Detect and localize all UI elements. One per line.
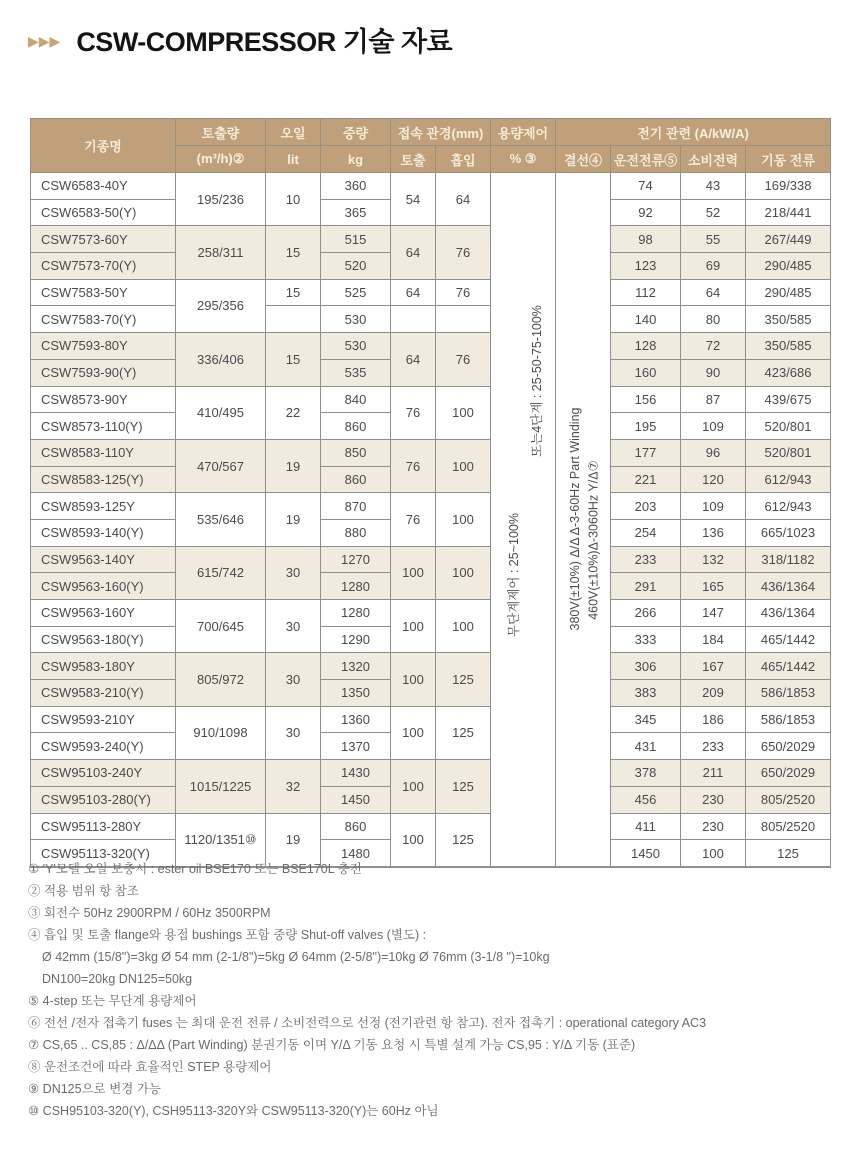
footnote-line: ④ 흡입 및 토출 flange와 용접 bushings 포함 중량 Shut-off valves (별도) : (28, 928, 427, 942)
power-cell: 87 (681, 386, 746, 413)
model-cell: CSW6583-40Y (31, 173, 176, 200)
oil-cell: 19 (266, 439, 321, 492)
oil-cell: 19 (266, 813, 321, 867)
start-current-cell: 805/2520 (746, 813, 831, 840)
discharge-cell: 100 (391, 653, 436, 706)
model-cell: CSW8573-110(Y) (31, 413, 176, 440)
start-current-cell: 218/441 (746, 199, 831, 226)
table-row (31, 173, 831, 200)
power-cell: 80 (681, 306, 746, 333)
suction-cell: 100 (436, 600, 491, 653)
suction-cell: 125 (436, 653, 491, 706)
model-cell: CSW8583-110Y (31, 439, 176, 466)
oil-cell: 15 (266, 226, 321, 279)
oil-cell: 10 (266, 173, 321, 226)
footnote-line: ⑩ CSH95103-320(Y), CSH95113-320Y와 CSW95113-320(Y)는 60Hz 아님 (28, 1104, 439, 1118)
spec-table (30, 118, 831, 868)
weight-cell: 1320 (321, 653, 391, 680)
start-current-cell: 665/1023 (746, 519, 831, 546)
table-row (31, 279, 831, 306)
capacity-note-line2: 또는4단계 : 25-50-75-100% (529, 304, 544, 457)
discharge-cell: 100 (391, 546, 436, 599)
table-row (31, 226, 831, 253)
table-row (31, 493, 831, 520)
run-current-cell: 112 (611, 279, 681, 306)
model-cell: CSW7593-80Y (31, 333, 176, 360)
power-cell: 233 (681, 733, 746, 760)
col-subheader-weight-unit: kg (321, 146, 391, 173)
table-row (31, 706, 831, 733)
start-current-cell: 805/2520 (746, 786, 831, 813)
start-current-cell: 290/485 (746, 253, 831, 280)
run-current-cell: 411 (611, 813, 681, 840)
start-current-cell: 612/943 (746, 466, 831, 493)
run-current-cell: 1450 (611, 840, 681, 867)
model-cell: CSW7593-90(Y) (31, 359, 176, 386)
start-current-cell: 267/449 (746, 226, 831, 253)
model-cell: CSW95113-320(Y) (31, 840, 176, 867)
weight-cell: 360 (321, 173, 391, 200)
col-subheader-oil-unit: lit (266, 146, 321, 173)
start-current-cell: 650/2029 (746, 760, 831, 787)
page-title: CSW-COMPRESSOR 기술 자료 (76, 27, 453, 57)
table-body (31, 173, 831, 867)
weight-cell: 520 (321, 253, 391, 280)
weight-cell: 870 (321, 493, 391, 520)
start-current-cell: 520/801 (746, 439, 831, 466)
start-current-cell: 520/801 (746, 413, 831, 440)
start-current-cell: 650/2029 (746, 733, 831, 760)
displacement-cell: 295/356 (176, 279, 266, 332)
discharge-cell: 64 (391, 279, 436, 306)
run-current-cell: 140 (611, 306, 681, 333)
suction-cell: 64 (436, 173, 491, 226)
power-cell: 100 (681, 840, 746, 867)
model-cell: CSW9563-160(Y) (31, 573, 176, 600)
displacement-cell: 1015/1225 (176, 760, 266, 813)
table-row (31, 333, 831, 360)
col-header-electric: 전기 관련 (A/kW/A) (556, 119, 831, 146)
footnote-line: DN100=20kg DN125=50kg (42, 972, 193, 986)
model-cell: CSW9583-210(Y) (31, 680, 176, 707)
weight-cell: 530 (321, 333, 391, 360)
displacement-cell: 336/406 (176, 333, 266, 386)
weight-cell: 1360 (321, 706, 391, 733)
model-cell: CSW95103-280(Y) (31, 786, 176, 813)
weight-cell: 1280 (321, 573, 391, 600)
run-current-cell: 378 (611, 760, 681, 787)
start-current-cell: 125 (746, 840, 831, 867)
discharge-cell: 76 (391, 493, 436, 546)
oil-cell: 30 (266, 706, 321, 759)
table-row (31, 306, 831, 333)
wiring-note-line1: 380V(±10%) Δ/Δ Δ-3-60Hz Part Winding (567, 407, 582, 631)
run-current-cell: 266 (611, 600, 681, 627)
displacement-cell: 535/646 (176, 493, 266, 546)
table-row (31, 653, 831, 680)
start-current-cell: 465/1442 (746, 653, 831, 680)
run-current-cell: 177 (611, 439, 681, 466)
footnote-line: ⑥ 전선 /전자 접촉기 fuses 는 최대 운전 전류 / 소비전력으로 선정 (전기관련 항 참고). 전자 접촉기 : operational category AC3 (28, 1016, 707, 1030)
suction-cell: 125 (436, 813, 491, 867)
model-cell: CSW9593-210Y (31, 706, 176, 733)
oil-cell: 32 (266, 760, 321, 813)
power-cell: 55 (681, 226, 746, 253)
weight-cell: 860 (321, 413, 391, 440)
displacement-cell: 410/495 (176, 386, 266, 439)
col-subheader-power: 소비전력 (681, 146, 746, 173)
power-cell: 167 (681, 653, 746, 680)
displacement-cell: 615/742 (176, 546, 266, 599)
weight-cell: 1350 (321, 680, 391, 707)
power-cell: 136 (681, 519, 746, 546)
footnote-line: ⑤ 4-step 또는 무단계 용량제어 (28, 994, 197, 1008)
displacement-cell: 700/645 (176, 600, 266, 653)
weight-cell: 535 (321, 359, 391, 386)
run-current-cell: 345 (611, 706, 681, 733)
col-subheader-displacement-unit: (m³/h)② (176, 146, 266, 173)
power-cell: 147 (681, 600, 746, 627)
model-cell: CSW7573-60Y (31, 226, 176, 253)
model-cell: CSW8593-125Y (31, 493, 176, 520)
model-cell: CSW9563-140Y (31, 546, 176, 573)
discharge-cell: 64 (391, 333, 436, 386)
discharge-cell: 76 (391, 439, 436, 492)
discharge-cell: 64 (391, 226, 436, 279)
capacity-note-line1: 무단계제어 : 25~100% (507, 512, 522, 637)
oil-cell (266, 306, 321, 333)
discharge-cell: 100 (391, 813, 436, 867)
run-current-cell: 195 (611, 413, 681, 440)
run-current-cell: 123 (611, 253, 681, 280)
run-current-cell: 431 (611, 733, 681, 760)
weight-cell: 525 (321, 279, 391, 306)
discharge-cell: 100 (391, 600, 436, 653)
discharge-cell: 100 (391, 706, 436, 759)
weight-cell: 840 (321, 386, 391, 413)
model-cell: CSW95113-280Y (31, 813, 176, 840)
run-current-cell: 456 (611, 786, 681, 813)
displacement-cell: 195/236 (176, 173, 266, 226)
oil-cell: 15 (266, 333, 321, 386)
start-current-cell: 439/675 (746, 386, 831, 413)
start-current-cell: 465/1442 (746, 626, 831, 653)
page-header (28, 20, 452, 59)
start-current-cell: 586/1853 (746, 680, 831, 707)
wiring-note-line2: 460V(±10%)Δ-3060Hz Y/Δ⑦ (586, 460, 601, 621)
power-cell: 211 (681, 760, 746, 787)
wiring-note-cell (556, 173, 611, 867)
start-current-cell: 290/485 (746, 279, 831, 306)
run-current-cell: 291 (611, 573, 681, 600)
weight-cell: 1270 (321, 546, 391, 573)
run-current-cell: 203 (611, 493, 681, 520)
suction-cell: 100 (436, 386, 491, 439)
suction-cell: 125 (436, 706, 491, 759)
table-row (31, 546, 831, 573)
run-current-cell: 254 (611, 519, 681, 546)
power-cell: 72 (681, 333, 746, 360)
oil-cell: 30 (266, 653, 321, 706)
table-row (31, 439, 831, 466)
power-cell: 52 (681, 199, 746, 226)
run-current-cell: 306 (611, 653, 681, 680)
capacity-control-note-cell (491, 173, 556, 867)
footnote-line: ⑨ DN125으로 변경 가능 (28, 1082, 161, 1096)
col-subheader-wiring: 결선④ (556, 146, 611, 173)
power-cell: 109 (681, 493, 746, 520)
oil-cell: 19 (266, 493, 321, 546)
model-cell: CSW9563-160Y (31, 600, 176, 627)
discharge-cell: 100 (391, 760, 436, 813)
footnote-line: ⑦ CS,65 .. CS,85 : Δ/ΔΔ (Part Winding) 분권기동 이며 Y/Δ 기동 요청 시 특별 설계 가능 CS,95 : Y/Δ 기동 (표준) (28, 1038, 636, 1052)
footnote-line: ③ 회전수 50Hz 2900RPM / 60Hz 3500RPM (28, 906, 271, 920)
power-cell: 184 (681, 626, 746, 653)
model-cell: CSW9593-240(Y) (31, 733, 176, 760)
weight-cell: 850 (321, 439, 391, 466)
discharge-cell: 76 (391, 386, 436, 439)
table-header (31, 119, 831, 173)
model-cell: CSW9563-180(Y) (31, 626, 176, 653)
run-current-cell: 333 (611, 626, 681, 653)
weight-cell: 860 (321, 813, 391, 840)
weight-cell: 1370 (321, 733, 391, 760)
oil-cell: 22 (266, 386, 321, 439)
power-cell: 90 (681, 359, 746, 386)
run-current-cell: 74 (611, 173, 681, 200)
power-cell: 230 (681, 786, 746, 813)
model-cell: CSW8573-90Y (31, 386, 176, 413)
model-cell: CSW95103-240Y (31, 760, 176, 787)
col-header-capacity: 용량제어 (491, 119, 556, 146)
oil-cell: 30 (266, 546, 321, 599)
power-cell: 69 (681, 253, 746, 280)
run-current-cell: 98 (611, 226, 681, 253)
footnote-line: ⑧ 운전조건에 따라 효율적인 STEP 용량제어 (28, 1060, 272, 1074)
model-cell: CSW7583-50Y (31, 279, 176, 306)
run-current-cell: 221 (611, 466, 681, 493)
model-cell: CSW7573-70(Y) (31, 253, 176, 280)
weight-cell: 1280 (321, 600, 391, 627)
discharge-cell: 54 (391, 173, 436, 226)
suction-cell: 125 (436, 760, 491, 813)
col-header-connection: 접속 관경(mm) (391, 119, 491, 146)
power-cell: 186 (681, 706, 746, 733)
power-cell: 230 (681, 813, 746, 840)
oil-cell: 30 (266, 600, 321, 653)
start-current-cell: 169/338 (746, 173, 831, 200)
table-row (31, 600, 831, 627)
displacement-cell: 910/1098 (176, 706, 266, 759)
power-cell: 64 (681, 279, 746, 306)
footnotes (28, 862, 838, 1126)
start-current-cell: 423/686 (746, 359, 831, 386)
displacement-cell: 258/311 (176, 226, 266, 279)
power-cell: 165 (681, 573, 746, 600)
weight-cell: 515 (321, 226, 391, 253)
displacement-cell: 470/567 (176, 439, 266, 492)
col-subheader-suction: 흡입 (436, 146, 491, 173)
suction-cell: 76 (436, 333, 491, 386)
weight-cell: 1430 (321, 760, 391, 787)
col-header-oil: 오일 (266, 119, 321, 146)
power-cell: 109 (681, 413, 746, 440)
run-current-cell: 383 (611, 680, 681, 707)
power-cell: 43 (681, 173, 746, 200)
weight-cell: 530 (321, 306, 391, 333)
weight-cell: 880 (321, 519, 391, 546)
start-current-cell: 350/585 (746, 333, 831, 360)
run-current-cell: 160 (611, 359, 681, 386)
col-subheader-discharge: 토출 (391, 146, 436, 173)
suction-cell: 76 (436, 226, 491, 279)
col-subheader-start-current: 기동 전류 (746, 146, 831, 173)
col-header-displacement: 토출량 (176, 119, 266, 146)
footnote-line: Ø 42mm (15/8")=3kg Ø 54 mm (2-1/8")=5kg Ø 64mm (2-5/8")=10kg Ø 76mm (3-1/8 ")=10kg (42, 950, 550, 964)
power-cell: 120 (681, 466, 746, 493)
start-current-cell: 436/1364 (746, 600, 831, 627)
discharge-cell (391, 306, 436, 333)
suction-cell: 76 (436, 279, 491, 306)
table-row (31, 760, 831, 787)
model-cell: CSW9583-180Y (31, 653, 176, 680)
table-row (31, 813, 831, 840)
run-current-cell: 92 (611, 199, 681, 226)
triple-arrow-icon: ▶▶▶ (28, 33, 61, 49)
power-cell: 209 (681, 680, 746, 707)
weight-cell: 1480 (321, 840, 391, 867)
model-cell: CSW8583-125(Y) (31, 466, 176, 493)
start-current-cell: 436/1364 (746, 573, 831, 600)
start-current-cell: 586/1853 (746, 706, 831, 733)
footnote-line: ① 'Y'모델 오일 보충시 : ester oil BSE170 또는 BSE170L 충전 (28, 862, 362, 876)
oil-cell: 15 (266, 279, 321, 306)
suction-cell (436, 306, 491, 333)
suction-cell: 100 (436, 439, 491, 492)
weight-cell: 1450 (321, 786, 391, 813)
suction-cell: 100 (436, 493, 491, 546)
model-cell: CSW6583-50(Y) (31, 199, 176, 226)
weight-cell: 1290 (321, 626, 391, 653)
model-cell: CSW8593-140(Y) (31, 519, 176, 546)
weight-cell: 365 (321, 199, 391, 226)
col-subheader-capacity-unit: % ③ (491, 146, 556, 173)
weight-cell: 860 (321, 466, 391, 493)
start-current-cell: 318/1182 (746, 546, 831, 573)
run-current-cell: 156 (611, 386, 681, 413)
run-current-cell: 128 (611, 333, 681, 360)
col-header-model: 기종명 (31, 119, 176, 173)
start-current-cell: 612/943 (746, 493, 831, 520)
power-cell: 132 (681, 546, 746, 573)
displacement-cell: 805/972 (176, 653, 266, 706)
suction-cell: 100 (436, 546, 491, 599)
start-current-cell: 350/585 (746, 306, 831, 333)
power-cell: 96 (681, 439, 746, 466)
model-cell: CSW7583-70(Y) (31, 306, 176, 333)
run-current-cell: 233 (611, 546, 681, 573)
footnote-line: ② 적용 범위 항 참조 (28, 884, 139, 898)
col-header-weight: 중량 (321, 119, 391, 146)
col-subheader-run-current: 운전전류⑤ (611, 146, 681, 173)
displacement-cell: 1120/1351⑩ (176, 813, 266, 867)
table-row (31, 386, 831, 413)
